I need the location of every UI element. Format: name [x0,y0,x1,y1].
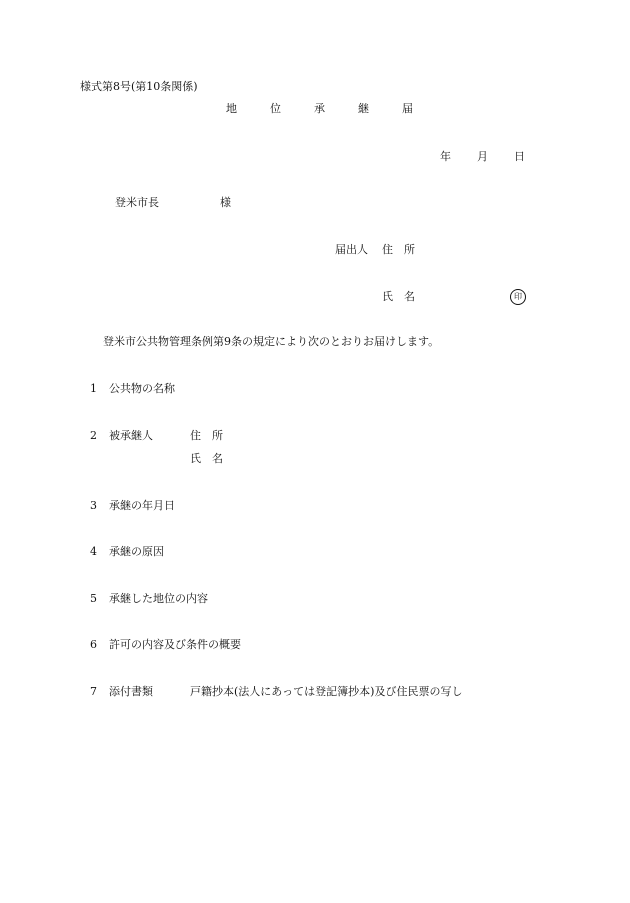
seal-mark [510,289,526,305]
item-number: 3 [90,499,97,512]
addressee-name: 登米市長 [115,196,159,209]
title-char: 地 [226,102,237,115]
applicant-name-label: 氏 名 [382,290,415,303]
applicant-address-label: 住 所 [382,243,415,256]
item-label: 承継の原因 [109,545,164,558]
item-label: 承継の年月日 [109,499,175,512]
date-line [440,150,525,164]
seal-circle-icon: 印 [510,289,526,305]
item-number: 7 [90,685,97,698]
item-label: 添付書類 [109,685,153,698]
item-number: 4 [90,545,97,558]
title-char: 届 [402,102,413,115]
title-char: 位 [270,102,281,115]
body-text: 登米市公共物管理条例第9条の規定により次のとおりお届けします。 [103,335,440,348]
item-number: 5 [90,592,97,605]
item-label: 承継した地位の内容 [109,592,208,605]
item-label: 公共物の名称 [109,382,175,395]
successor-address-label: 住 所 [190,429,223,442]
addressee-honorific: 様 [220,196,231,209]
document-title [226,102,413,116]
date-month: 月 [477,150,488,163]
item-label: 許可の内容及び条件の概要 [109,638,241,651]
attachment-value: 戸籍抄本(法人にあっては登記簿抄本)及び住民票の写し [190,685,463,698]
form-number: 様式第8号(第10条関係) [80,80,198,93]
title-char: 継 [358,102,369,115]
date-year: 年 [440,150,451,163]
item-number: 6 [90,638,97,651]
item-number: 2 [90,429,97,442]
title-char: 承 [314,102,325,115]
item-number: 1 [90,382,97,395]
successor-name-label: 氏 名 [190,452,223,465]
item-label: 被承継人 [109,429,153,442]
date-day: 日 [514,150,525,163]
applicant-label: 届出人 [335,243,368,256]
